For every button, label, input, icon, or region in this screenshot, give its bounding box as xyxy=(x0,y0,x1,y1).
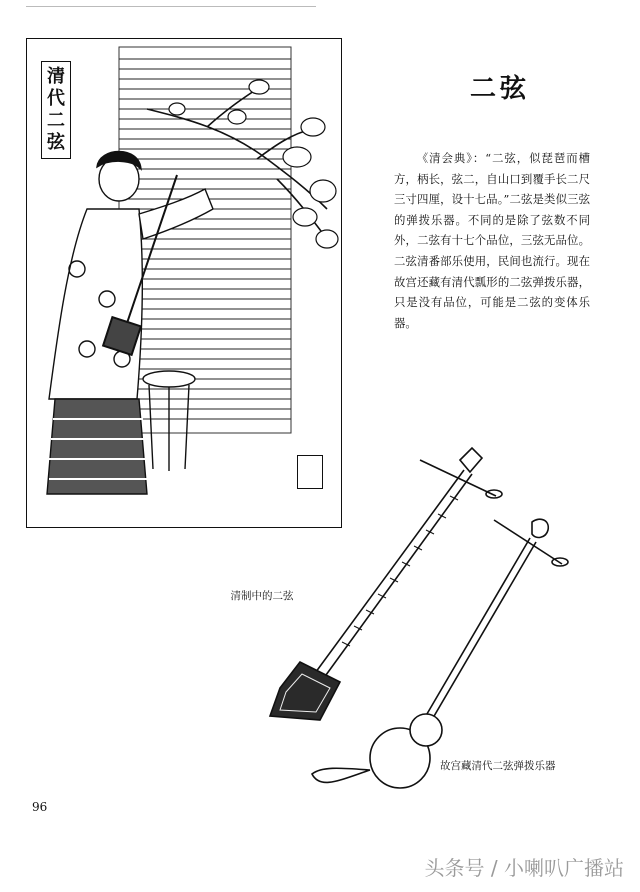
article-body: 《清会典》：“二弦，似琵琶而槽方，柄长，弦二，自山口到覆手长二尺三寸四厘，设十七品。”二弦是类似三弦的弹拨乐器。不同的是除了弦数不同外，二弦有十七个品位，三弦无品位。二弦清番部乐使用，民间也流行。现在故宫还藏有清代瓢形的二弦弹拨乐器，只是没有品位，可能是二弦的变体乐器。 xyxy=(394,151,590,330)
article-title: 二弦 xyxy=(469,74,530,104)
vertical-label-char: 清 xyxy=(47,66,65,87)
vertical-title-label xyxy=(41,61,71,159)
vertical-label-char: 二 xyxy=(47,110,65,131)
vertical-label-char: 弦 xyxy=(47,132,65,153)
top-rule xyxy=(26,6,316,7)
watermark-text: 头条号 / 小喇叭广播站 xyxy=(424,856,624,880)
vertical-label-char: 代 xyxy=(47,88,65,109)
caption-right-instrument: 故宫藏清代二弦弹拨乐器 xyxy=(440,760,556,772)
caption-left-instrument: 清制中的二弦 xyxy=(230,590,294,602)
page-number: 96 xyxy=(32,800,48,814)
instruments-illustration xyxy=(250,430,590,834)
